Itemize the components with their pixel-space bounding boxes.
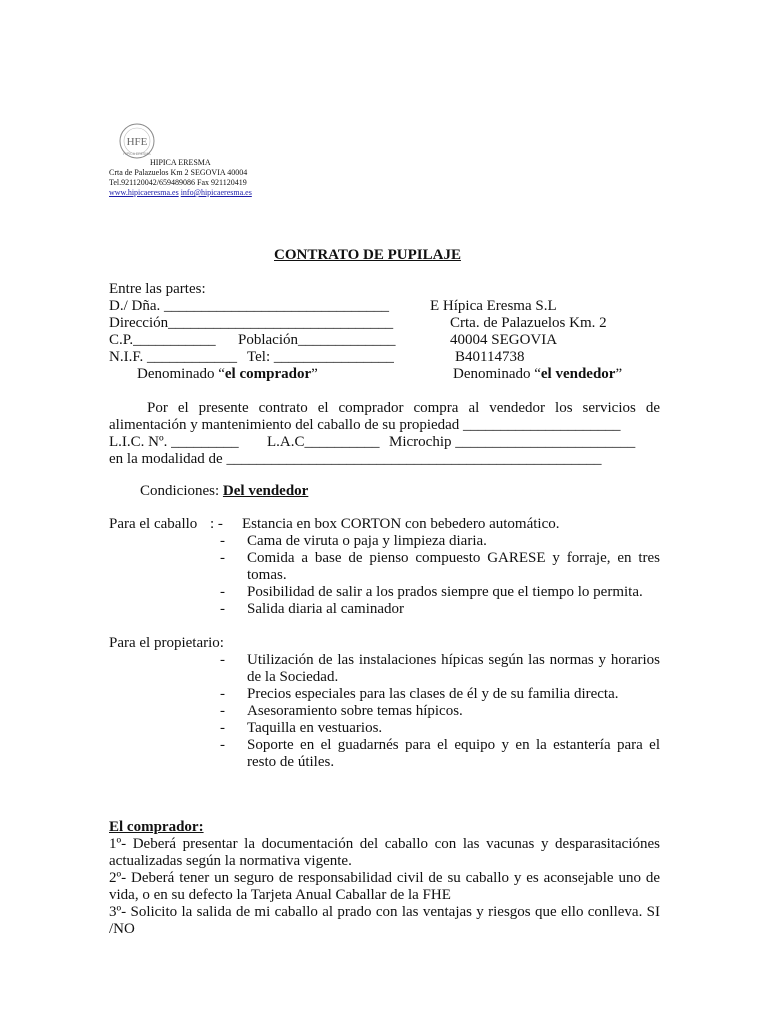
buyer-obligation-1: 1º- Deberá presentar la documentación del caballo con las vacunas y desparasitaciónes actualizadas según la normativa vigente. bbox=[109, 836, 660, 869]
bullet-dash: - bbox=[220, 550, 225, 566]
parties-intro: Entre las partes: bbox=[109, 281, 206, 297]
company-logo bbox=[118, 122, 156, 160]
owner-item: Soporte en el guadarnés para el equipo y en la estantería para el resto de útiles. bbox=[247, 737, 660, 770]
bullet-dash: - bbox=[220, 737, 225, 753]
seller-role: el vendedor bbox=[540, 366, 616, 382]
owner-item: Asesoramiento sobre temas hípicos. bbox=[247, 703, 463, 719]
seller-city: 40004 SEGOVIA bbox=[450, 332, 558, 348]
conditions-party: Del vendedor bbox=[222, 483, 309, 499]
horse-item: Salida diaria al caminador bbox=[247, 601, 405, 617]
buyer-obligation-2: 2º- Deberá tener un seguro de responsabilidad civil de su caballo y es aconsejable uno de vida, o en su defecto la Tarjeta Anual Caballar de la FHE bbox=[109, 870, 660, 903]
bullet-dash: - bbox=[220, 601, 225, 617]
website-link[interactable]: www.hipicaeresma.es bbox=[109, 188, 179, 197]
owner-item: Taquilla en vestuarios. bbox=[247, 720, 383, 736]
lac-field[interactable]: L.A.C__________ bbox=[267, 434, 380, 450]
email-link[interactable]: info@hipicaeresma.es bbox=[180, 188, 252, 197]
buyer-role: el comprador bbox=[224, 366, 312, 382]
buyer-address-field[interactable]: Dirección______________________________ bbox=[109, 315, 394, 331]
horse-item: Posibilidad de salir a los prados siempre que el tiempo lo permita. bbox=[247, 584, 643, 600]
seller-denomination: Denominado “el vendedor” bbox=[453, 366, 623, 382]
company-address: Crta de Palazuelos Km 2 SEGOVIA 40004 bbox=[109, 168, 248, 177]
buyer-nif-field[interactable]: N.I.F. ____________ bbox=[109, 349, 237, 365]
buyer-name-field[interactable]: D./ Dña. ______________________________ bbox=[109, 298, 389, 314]
company-name: HIPICA ERESMA bbox=[150, 158, 211, 167]
bullet-dash: - bbox=[220, 686, 225, 702]
buyer-poblacion-field[interactable]: Población_____________ bbox=[238, 332, 396, 348]
horse-section-label: Para el caballo bbox=[109, 516, 198, 532]
svg-text:HIPICA ERESMA: HIPICA ERESMA bbox=[123, 152, 151, 156]
buyer-cp-field[interactable]: C.P.___________ bbox=[109, 332, 216, 348]
buyer-section-heading: El comprador: bbox=[109, 819, 204, 835]
bullet-dash: - bbox=[220, 584, 225, 600]
modalidad-field[interactable]: en la modalidad de __________________________________________________ bbox=[109, 451, 602, 467]
bullet-dash: - bbox=[220, 652, 225, 668]
microchip-field[interactable]: Microchip ________________________ bbox=[389, 434, 636, 450]
bullet-dash: - bbox=[220, 703, 225, 719]
conditions-heading: Condiciones: Del vendedor bbox=[140, 483, 309, 499]
horse-item: Comida a base de pienso compuesto GARESE y forraje, en tres tomas. bbox=[247, 550, 660, 583]
buyer-denomination: Denominado “el comprador” bbox=[137, 366, 318, 382]
owner-item: Utilización de las instalaciones hípicas según las normas y horarios de la Sociedad. bbox=[247, 652, 660, 685]
seller-address: Crta. de Palazuelos Km. 2 bbox=[450, 315, 607, 331]
contract-line-2[interactable]: alimentación y mantenimiento del caballo de su propiedad _____________________ bbox=[109, 417, 621, 433]
owner-section-label: Para el propietario: bbox=[109, 635, 224, 651]
svg-text:HFE: HFE bbox=[126, 136, 148, 148]
seller-nif: B40114738 bbox=[455, 349, 525, 365]
lic-field[interactable]: L.I.C. Nº. _________ bbox=[109, 434, 239, 450]
horse-separator: : - bbox=[210, 516, 223, 532]
horse-item: Cama de viruta o paja y limpieza diaria. bbox=[247, 533, 487, 549]
document-title: CONTRATO DE PUPILAJE bbox=[274, 247, 461, 263]
owner-item: Precios especiales para las clases de él y de su familia directa. bbox=[247, 686, 619, 702]
bullet-dash: - bbox=[220, 720, 225, 736]
seller-name: E Hípica Eresma S.L bbox=[430, 298, 557, 314]
buyer-obligation-3: 3º- Solicito la salida de mi caballo al prado con las ventajas y riesgos que ello conlleva. SI /NO bbox=[109, 904, 660, 937]
horse-item: Estancia en box CORTON con bebedero automático. bbox=[242, 516, 560, 532]
bullet-dash: - bbox=[220, 533, 225, 549]
company-links bbox=[109, 188, 252, 198]
company-phones: Tel.921120042/659489086 Fax 921120419 bbox=[109, 178, 247, 187]
contract-line-1: Por el presente contrato el comprador compra al vendedor los servicios de bbox=[147, 400, 660, 416]
buyer-tel-field[interactable]: Tel: ________________ bbox=[247, 349, 394, 365]
